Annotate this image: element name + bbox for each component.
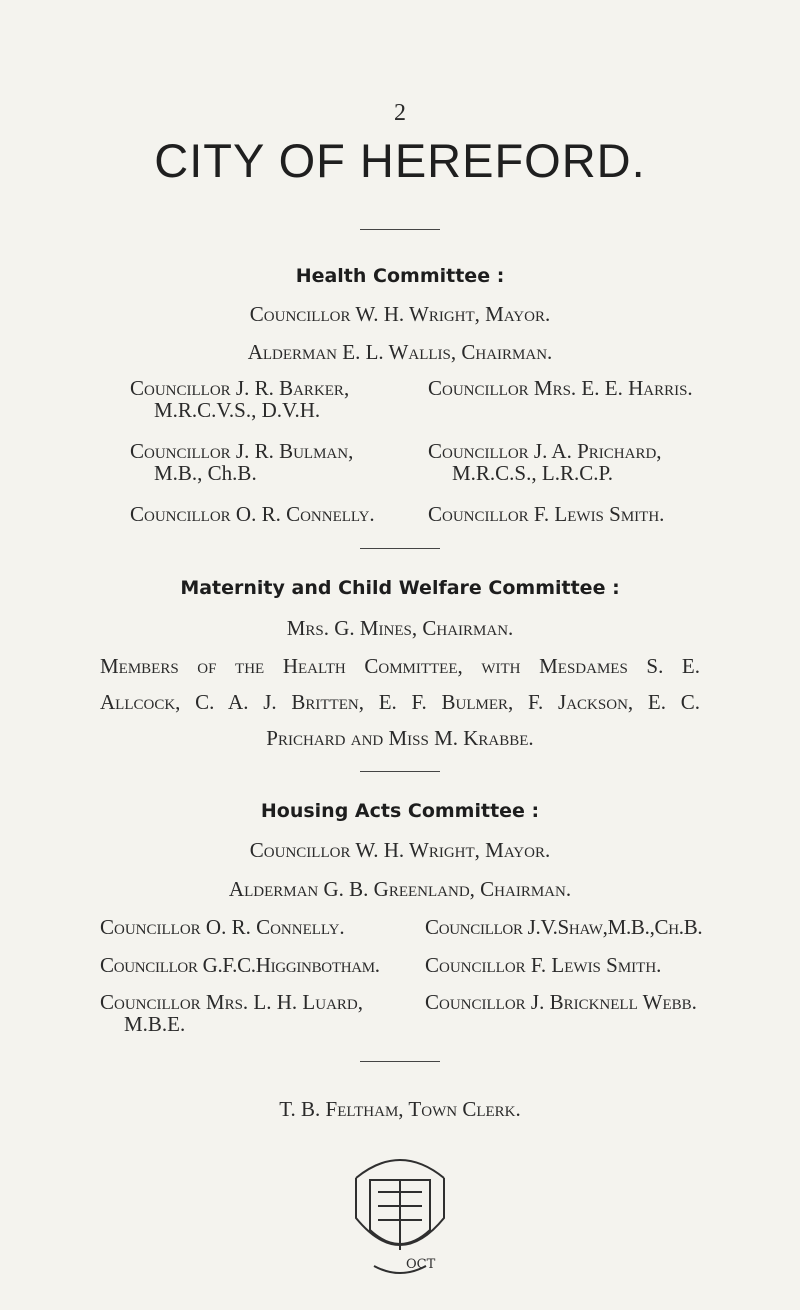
housing-chairman: Alderman G. B. Greenland, Chairman. <box>228 877 572 901</box>
member-bulman-qualifications: M.B., Ch.B. <box>154 461 257 485</box>
housing-member-honour: M.B.E. <box>124 1012 186 1036</box>
housing-member: Councillor J.V.Shaw,M.B.,Ch.B. <box>425 915 703 939</box>
health-committee-heading: Health Committee : <box>295 265 505 287</box>
member-prichard-qualifications: M.R.C.S., L.R.C.P. <box>452 461 614 485</box>
maternity-members-line: Allcock, C. A. J. Britten, E. F. Bulmer, F. Jackson, E. C. <box>100 690 700 714</box>
member-barker: Councillor J. R. Barker, <box>130 376 350 400</box>
health-chairman: Alderman E. L. Wallis, Chairman. <box>247 340 553 364</box>
divider <box>360 548 440 549</box>
housing-member: Councillor G.F.C.Higginbotham. <box>100 953 380 977</box>
housing-member: Councillor F. Lewis Smith. <box>425 953 662 977</box>
maternity-members-line: Members of the Health Committee, with Mesdames S. E. <box>100 654 700 678</box>
maternity-members-line: Prichard and Miss M. Krabbe. <box>266 726 534 750</box>
divider <box>360 1061 440 1062</box>
stamp-text: OCT <box>406 1257 436 1272</box>
member-barker-qualifications: M.R.C.V.S., D.V.H. <box>154 398 321 422</box>
housing-committee-heading: Housing Acts Committee : <box>260 800 540 822</box>
page-title: CITY OF HEREFORD. <box>154 134 646 187</box>
library-stamp <box>348 1140 452 1282</box>
maternity-chairman: Mrs. G. Mines, Chairman. <box>286 616 514 640</box>
housing-member: Councillor J. Bricknell Webb. <box>425 990 697 1014</box>
member-harris: Councillor Mrs. E. E. Harris. <box>428 376 693 400</box>
housing-member: Councillor Mrs. L. H. Luard, <box>100 990 364 1014</box>
town-clerk: T. B. Feltham, Town Clerk. <box>279 1097 521 1121</box>
member-connelly: Councillor O. R. Connelly. <box>130 502 375 526</box>
housing-member: Councillor O. R. Connelly. <box>100 915 345 939</box>
member-prichard: Councillor J. A. Prichard, <box>428 439 662 463</box>
health-mayor: Councillor W. H. Wright, Mayor. <box>249 302 551 326</box>
member-bulman: Councillor J. R. Bulman, <box>130 439 354 463</box>
member-lewis-smith: Councillor F. Lewis Smith. <box>428 502 665 526</box>
divider <box>360 229 440 230</box>
maternity-committee-heading: Maternity and Child Welfare Committee : <box>180 577 620 599</box>
divider <box>360 771 440 772</box>
housing-mayor: Councillor W. H. Wright, Mayor. <box>249 838 551 862</box>
page-number: 2 <box>394 100 406 126</box>
